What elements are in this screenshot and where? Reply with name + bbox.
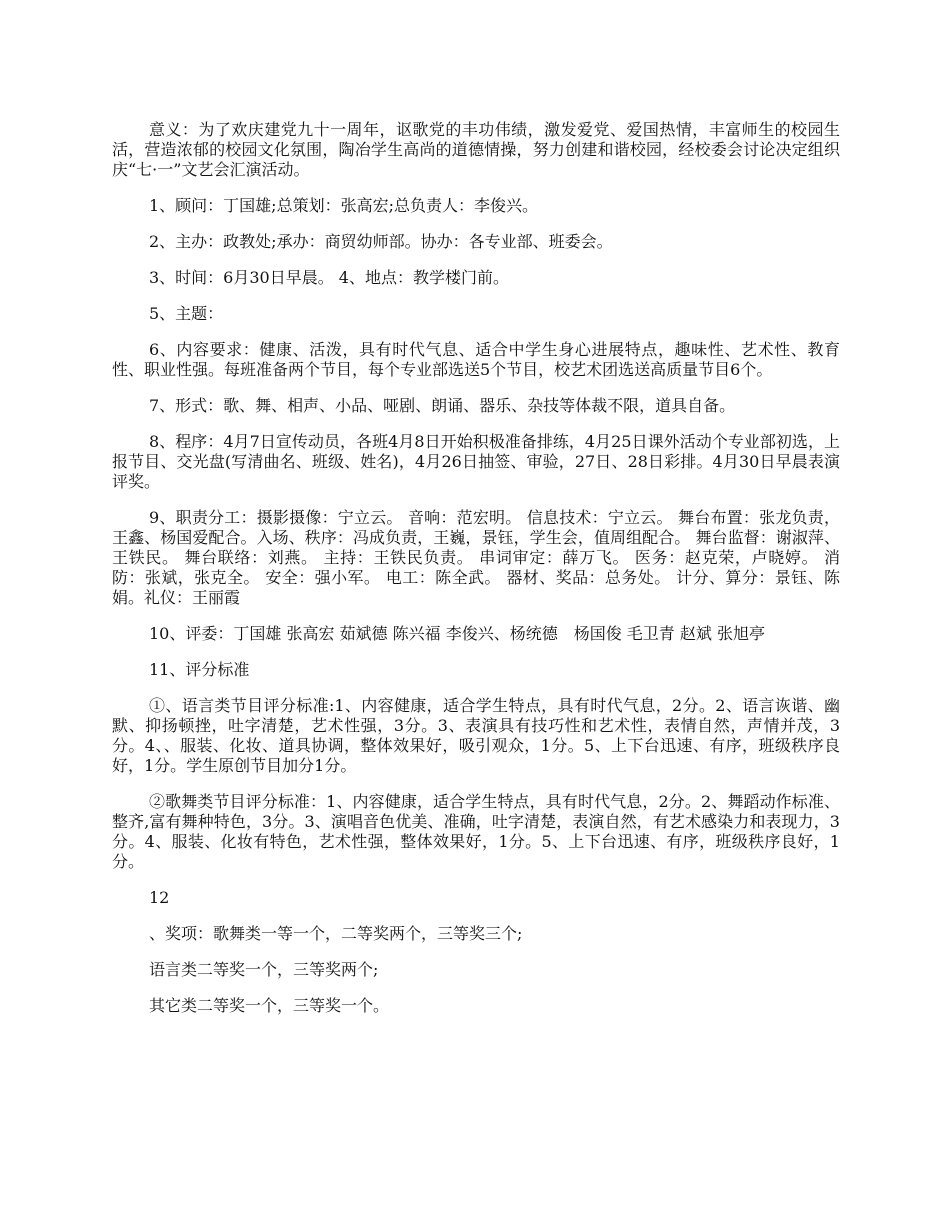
time-location-paragraph: 3、时间：6月30日早晨。 4、地点：教学楼门前。 — [149, 268, 509, 287]
judges-paragraph: 10、评委：丁国雄 张高宏 茹斌德 陈兴福 李俊兴、杨统德 杨国俊 毛卫青 赵斌 张旭亭 — [149, 624, 765, 643]
responsibilities-paragraph: 9、职责分工：摄影摄像：宁立云。 音响：范宏明。 信息技术：宁立云。 舞台布置：张龙负责，王鑫、杨国爱配合。入场、秩序：冯成负责，王巍，景钰，学生会，值周组配合。 舞台监督：谢淑萍、王铁民。 舞台联络：刘燕。 主持：王铁民负责。 串词审定：薛万飞。 医务：赵克荣，卢晓婷。 消防：张斌，张克全。 安全：强小军。 电工：陈全武。 器材、奖品：总务处。 计分、算分：景钰、陈娟。礼仪：王丽霞 — [112, 508, 840, 607]
awards-language: 语言类二等奖一个，三等奖两个; — [149, 960, 379, 979]
song-dance-scoring-paragraph: ②歌舞类节目评分标准：1、内容健康，适合学生特点，具有时代气息，2分。2、舞蹈动作标准、整齐,富有舞种特色，3分。3、演唱音色优美、准确，吐字清楚，表演自然，有艺术感染力和表现力，3分。4、服装、化妆有特色，艺术性强，整体效果好，1分。5、上下台迅速、有序，班级秩序良好，1分。 — [112, 792, 840, 871]
document-body — [112, 120, 840, 1032]
content-requirements-paragraph: 6、内容要求：健康、活泼，具有时代气息、适合中学生身心进展特点，趣味性、艺术性、教育性、职业性强。每班准备两个节目，每个专业部选送5个节目，校艺术团选送高质量节目6个。 — [112, 340, 840, 379]
format-paragraph: 7、形式：歌、舞、相声、小品、哑剧、朗诵、器乐、杂技等体裁不限，道具自备。 — [149, 396, 736, 415]
language-scoring-paragraph: ①、语言类节目评分标准:1、内容健康，适合学生特点，具有时代气息，2分。2、语言诙谐、幽默、抑扬顿挫，吐字清楚，艺术性强，3分。3、表演具有技巧性和艺术性，表情自然，声情并茂，3分。4、、服装、化妆、道具协调，整体效果好，吸引观众，1分。5、上下台迅速、有序，班级秩序良好，1分。学生原创节目加分1分。 — [112, 696, 840, 775]
organizers-paragraph: 2、主办：政教处;承办：商贸幼师部。协办：各专业部、班委会。 — [149, 232, 613, 251]
schedule-paragraph: 8、程序：4月7日宣传动员，各班4月8日开始积极准备排练，4月25日课外活动个专业部初选，上报节目、交光盘(写清曲名、班级、姓名)，4月26日抽签、审验，27日、28日彩排。4月30日早晨表演评奖。 — [112, 432, 840, 491]
theme-paragraph: 5、主题： — [149, 304, 224, 323]
scoring-heading: 11、评分标准 — [149, 660, 250, 679]
advisors-paragraph: 1、顾问：丁国雄;总策划：张高宏;总负责人：李俊兴。 — [149, 196, 538, 215]
awards-number: 12 — [149, 888, 170, 907]
awards-other: 其它类二等奖一个，三等奖一个。 — [149, 996, 390, 1015]
intro-paragraph: 意义：为了欢庆建党九十一周年，讴歌党的丰功伟绩，激发爱党、爱国热情，丰富师生的校园生活，营造浓郁的校园文化氛围，陶冶学生高尚的道德情操，努力创建和谐校园，经校委会讨论决定组织庆“七·一”文艺会汇演活动。 — [112, 120, 840, 179]
awards-song-dance: 、奖项：歌舞类一等一个，二等奖两个，三等奖三个; — [149, 924, 523, 943]
